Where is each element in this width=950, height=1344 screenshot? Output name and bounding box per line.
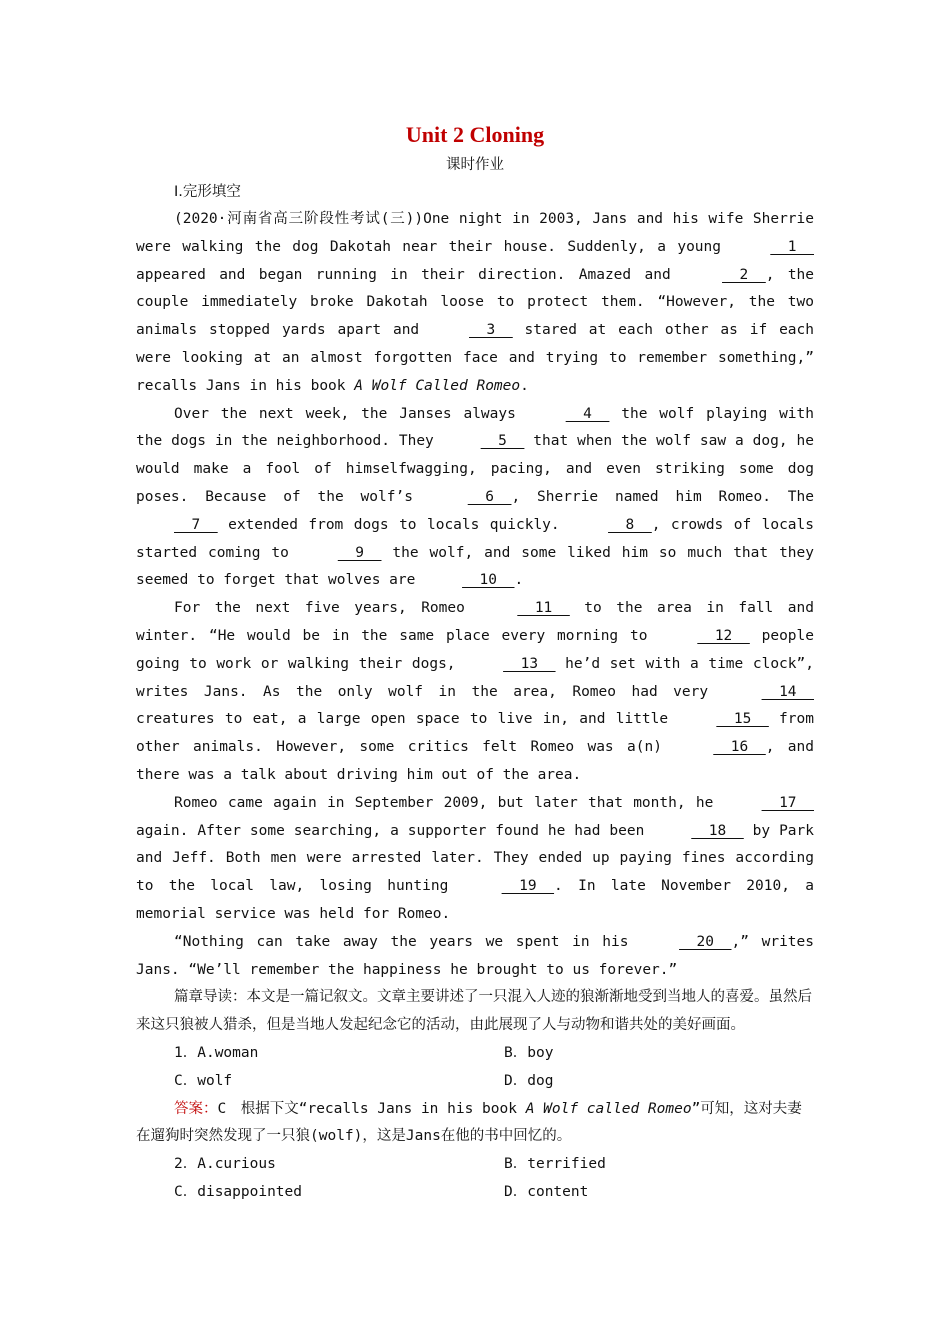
blank-10: __10__ xyxy=(462,572,515,589)
blank-1: __1__ xyxy=(770,238,814,255)
blank-15: __15__ xyxy=(716,711,769,728)
blank-20: __20__ xyxy=(679,933,732,950)
blank-5: __5__ xyxy=(480,433,525,450)
page-title: Unit 2 Cloning xyxy=(405,122,545,147)
section-heading: Ⅰ.完形填空 xyxy=(174,184,241,200)
passage-guide: 篇章导读：本文是一篇记叙文。文章主要讲述了一只混入人迹的狼渐渐地受到当地人的喜爱。虽然后来这只狼被人猎杀，但是当地人发起纪念它的活动，由此展现了人与动物和谐共处的美好画面。 xyxy=(136,989,812,1034)
source-note: (2020·河南省高三阶段性考试(三)) xyxy=(174,211,424,227)
q2-option-a: 2．A.curious xyxy=(174,1156,276,1173)
q1-option-d: D．dog xyxy=(504,1072,554,1089)
blank-13: __13__ xyxy=(503,655,556,672)
q2-option-d: D．content xyxy=(504,1183,589,1200)
blank-17: __17__ xyxy=(761,794,814,811)
document-page xyxy=(136,118,814,1207)
q1-option-c: C．wolf xyxy=(174,1072,233,1089)
question-1-row-ab xyxy=(136,1040,814,1068)
blank-19: __19__ xyxy=(501,878,555,895)
blank-12: __12__ xyxy=(697,627,750,644)
blank-18: __18__ xyxy=(691,822,744,839)
passage-paragraph-5: “Nothing can take away the years we spent in his __20__,” writes Jans. “We’ll remember the happiness he brought to us forever.” xyxy=(136,929,814,985)
blank-4: __4__ xyxy=(565,405,610,422)
passage-paragraph-1: (2020·河南省高三阶段性考试(三))One night in 2003, Jans and his wife Sherrie were walking the dog Dakotah near their house. Suddenly, a young __1__ appeared and began running in their direction. Amazed and __2__, the couple immediately broke Dakotah loose to protect them. “However, the two animals stopped yards apart and __3__ stared at each other as if each were looking at an almost forgotten face and trying to remember something,” recalls Jans in his book A Wolf Called Romeo. xyxy=(136,211,815,394)
page-subtitle: 课时作业 xyxy=(446,157,504,173)
blank-9: __9__ xyxy=(337,544,382,561)
q2-option-b: B．terrified xyxy=(504,1156,606,1173)
passage-paragraph-2: Over the next week, the Janses always __4__ the wolf playing with the dogs in the neighborhood. They __5__ that when the wolf saw a dog, he would make a fool of himselfwagging, pacing, and even striking some dog poses. Because of the wolf’s __6__, Sherrie named him Romeo. The __7__ extended from dogs to locals quickly. __8__, crowds of locals started coming to __9__ the wolf, and some liked him so much that they seemed to forget that wolves are __10__. xyxy=(136,401,814,596)
blank-7: __7__ xyxy=(174,516,218,533)
passage-paragraph-3: For the next five years, Romeo __11__ to the area in fall and winter. “He would be in the same place every morning to __12__ people going to work or walking their dogs, __13__ he’d set with a time clock”, writes Jans. As the only wolf in the area, Romeo had very __14__ creatures to eat, a large open space to live in, and little __15__ from other animals. However, some critics felt Romeo was a(n) __16__, and there was a talk about driving him out of the area. xyxy=(136,595,814,790)
blank-14: __14__ xyxy=(761,683,814,700)
question-2-row-ab xyxy=(136,1151,814,1179)
question-2-row-cd xyxy=(136,1179,814,1207)
blank-16: __16__ xyxy=(713,739,766,756)
book-title: A Wolf Called Romeo xyxy=(354,377,521,394)
passage-paragraph-4: Romeo came again in September 2009, but later that month, he __17__ again. After some searching, a supporter found he had been __18__ by Park and Jeff. Both men were arrested later. They ended up paying fines according to the local law, losing hunting __19__. In late November 2010, a memorial service was held for Romeo. xyxy=(136,790,814,929)
blank-3: __3__ xyxy=(469,322,513,339)
question-1-row-cd xyxy=(136,1068,814,1096)
q1-option-a: 1．A.woman xyxy=(174,1044,259,1061)
q2-option-c: C．disappointed xyxy=(174,1183,302,1200)
answer-label: 答案： xyxy=(174,1100,218,1117)
blank-11: __11__ xyxy=(517,600,570,617)
q1-answer: 答案：C 根据下文“recalls Jans in his book A Wolf called Romeo”可知，这对夫妻在遛狗时突然发现了一只狼(wolf)，这是Jans在他的书中回忆的。 xyxy=(136,1100,802,1145)
q1-option-b: B．boy xyxy=(504,1044,554,1061)
blank-8: __8__ xyxy=(608,516,652,533)
blank-2: __2__ xyxy=(722,266,766,283)
blank-6: __6__ xyxy=(467,488,512,505)
